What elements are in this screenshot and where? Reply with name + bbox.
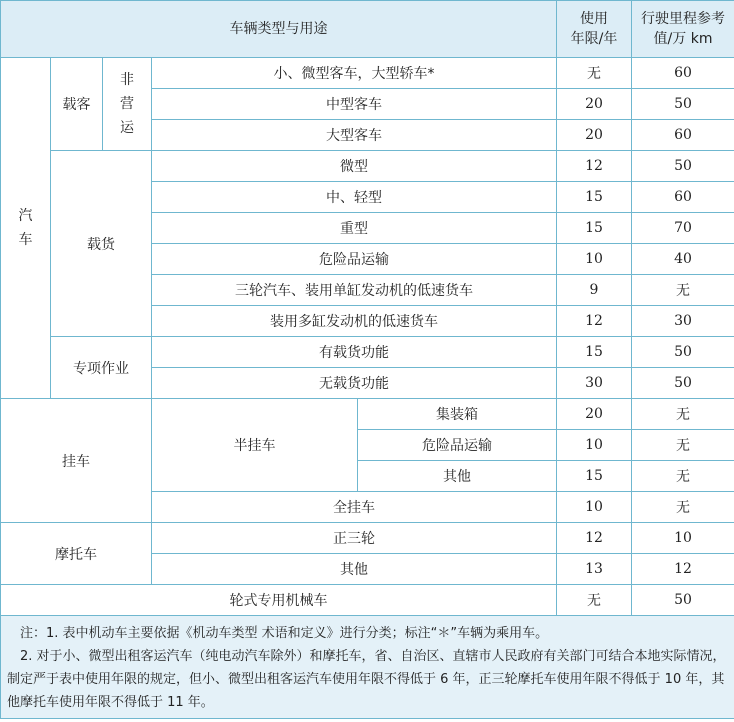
row-name: 有载货功能 [152,337,557,368]
group-motorcycle: 摩托车 [1,523,152,585]
row-name: 重型 [152,213,557,244]
note-2: 2. 对于小、微型出租客运汽车（纯电动汽车除外）和摩托车，省、自治区、直辖市人民政府有关部门可结合本地实际情况，制定严于表中使用年限的规定，但小、微型出租客运汽车使用年限不得低于 6 年，正三轮摩托车使用年限不得低于 10 年，其他摩托车使用年限不得低于 11 年。 [7,649,726,710]
row-mileage: 30 [632,306,734,337]
table-notes [1,616,734,719]
row-mileage: 50 [632,585,734,616]
row-mileage: 40 [632,244,734,275]
table-row [1,523,734,554]
row-name: 其他 [358,461,557,492]
row-name: 大型客车 [152,120,557,151]
row-name: 危险品运输 [152,244,557,275]
row-mileage: 50 [632,89,734,120]
group-semi-trailer: 半挂车 [152,399,358,492]
row-years: 15 [557,337,632,368]
row-mileage: 60 [632,182,734,213]
row-years: 15 [557,213,632,244]
row-name: 危险品运输 [358,430,557,461]
row-name: 小、微型客车，大型轿车* [152,58,557,89]
header-years-line2: 年限/年 [570,31,618,47]
row-mileage: 50 [632,368,734,399]
row-years: 12 [557,151,632,182]
row-years: 20 [557,399,632,430]
row-name: 正三轮 [152,523,557,554]
group-passenger: 载客 [51,58,103,151]
row-years: 30 [557,368,632,399]
group-special: 专项作业 [51,337,152,399]
row-name: 全挂车 [152,492,557,523]
row-mileage: 无 [632,275,734,306]
header-years [557,1,632,58]
row-years: 10 [557,492,632,523]
row-mileage: 无 [632,399,734,430]
row-name: 其他 [152,554,557,585]
table-row [1,337,734,368]
row-name: 轮式专用机械车 [1,585,557,616]
row-years: 20 [557,120,632,151]
row-mileage: 10 [632,523,734,554]
table-row [1,58,734,89]
row-mileage: 60 [632,120,734,151]
row-years: 10 [557,244,632,275]
row-years: 12 [557,306,632,337]
group-non-operating: 非 营 运 [103,58,152,151]
note-1: 注：1. 表中机动车主要依据《机动车类型 术语和定义》进行分类；标注“＊”车辆为乘用车。 [20,626,549,641]
row-name: 中型客车 [152,89,557,120]
row-years: 12 [557,523,632,554]
row-years: 无 [557,585,632,616]
row-years: 无 [557,58,632,89]
header-mileage [632,1,734,58]
row-name: 中、轻型 [152,182,557,213]
header-mileage-line1: 行驶里程参考 [641,11,726,27]
header-mileage-line2: 值/万 km [653,31,713,47]
table-row [1,399,734,430]
row-years: 20 [557,89,632,120]
row-years: 10 [557,430,632,461]
header-years-line1: 使用 [580,11,609,27]
row-name: 装用多缸发动机的低速货车 [152,306,557,337]
row-name: 无载货功能 [152,368,557,399]
group-cargo: 载货 [51,151,152,337]
row-years: 15 [557,182,632,213]
row-mileage: 无 [632,492,734,523]
row-name: 三轮汽车、装用单缸发动机的低速货车 [152,275,557,306]
row-name: 集装箱 [358,399,557,430]
row-mileage: 50 [632,337,734,368]
group-car: 汽 车 [1,58,51,399]
notes-row [1,616,734,719]
row-mileage: 70 [632,213,734,244]
header-category: 车辆类型与用途 [1,1,557,58]
table-row [1,585,734,616]
header-row [1,1,734,58]
row-mileage: 无 [632,461,734,492]
table-row [1,151,734,182]
row-mileage: 60 [632,58,734,89]
row-years: 9 [557,275,632,306]
row-mileage: 12 [632,554,734,585]
row-name: 微型 [152,151,557,182]
row-years: 15 [557,461,632,492]
group-trailer: 挂车 [1,399,152,523]
row-mileage: 无 [632,430,734,461]
row-mileage: 50 [632,151,734,182]
row-years: 13 [557,554,632,585]
